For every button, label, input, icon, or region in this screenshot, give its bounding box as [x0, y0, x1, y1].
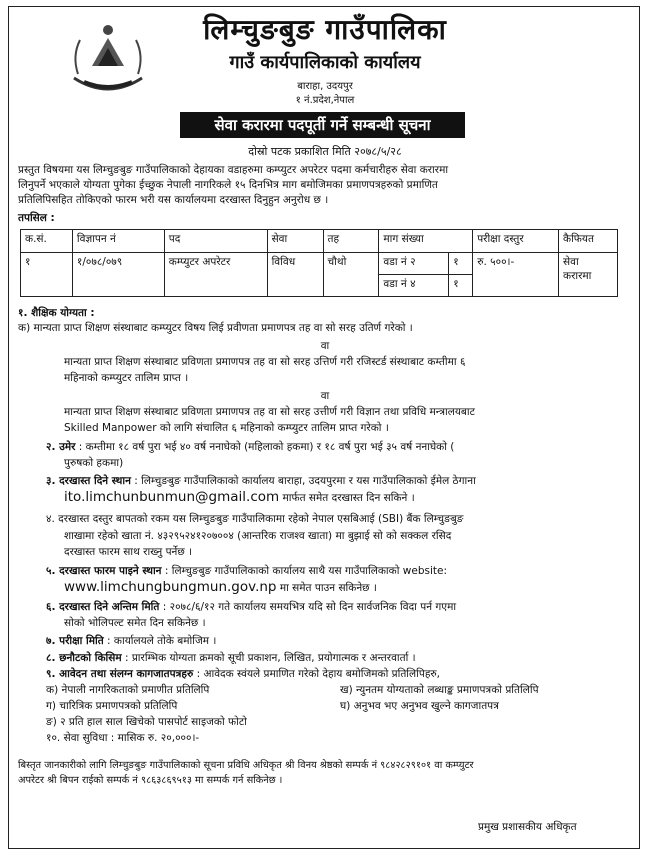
table-header: कैफियत	[559, 230, 618, 253]
cell-level: चौथो	[323, 253, 379, 297]
or-separator: वा	[320, 390, 330, 402]
intro-line-1: प्रस्तुत विषयमा यस लिम्चुङबुङ गाउँपालिकाको देहायका वडाहरुमा कम्प्युटर अपरेटर पदमा कर्मचारीहरु सेवा करारमा	[18, 164, 449, 176]
website-text: मा समेत पाउन सकिनेछ ।	[276, 582, 377, 594]
fee-deposit-line-3: दरखास्त फारम साथ राख्नु पर्नेछ ।	[64, 546, 193, 558]
deadline-text: : २०७८/६/१२ गते कार्यालय समयभित्र यदि सो दिन सार्वजनिक विदा पर्न गएमा	[159, 601, 457, 613]
details-label: तपसिल :	[18, 212, 55, 224]
apply-email-text: मार्फत समेत दरखास्त दिन सकिने ।	[279, 492, 415, 504]
table-header: क.सं.	[21, 230, 73, 253]
remarks-line: सेवा	[563, 256, 579, 268]
qualification-c-line-2: Skilled Manpower को लागि संचालित ६ महिनाको कम्प्युटर तालिम प्राप्त गरेको ।	[64, 422, 389, 434]
publish-date: दोस्रो पटक प्रकाशित मिति २०७८/५/२८	[248, 145, 402, 158]
qualification-c-line-1: मान्यता प्राप्त शिक्षण संस्थाबाट प्रविणता प्रमाणपत्र तह वा सो सरह उत्तीर्ण गरी विज्ञान तथा प्रविधि मन्त्रालयबाट	[64, 406, 475, 418]
table-header: तह	[323, 230, 379, 253]
cell-remarks	[559, 253, 618, 297]
or-separator: वा	[320, 340, 330, 352]
cell-ad-no: १/०७८/०७९	[72, 253, 164, 297]
selection-method	[46, 651, 416, 666]
deadline	[46, 600, 456, 615]
qualification-a: क) मान्यता प्राप्त शिक्षण संस्थाबाट कम्प्युटर विषय लिई प्रवीणता प्रमाणपत्र तह वा सो सरह उतिर्ण गरेको ।	[18, 322, 413, 334]
fee-deposit-line-1: ४. दरखास्त दस्तुर बापतको रकम यस लिम्चुङबुङ गाउँपालिकामा रहेको नेपाल एसबिआई (SBI) बैंक लिम्चुङबुङ	[46, 513, 464, 525]
table-header: पद	[164, 230, 267, 253]
selection-text: : प्रारम्भिक योग्यता क्रमको सूची प्रकाशन, लिखित, प्रयोगात्मक र अन्तरवार्ता ।	[121, 652, 416, 664]
document-item-e: ङ) २ प्रति हाल साल खिचेको पासपोर्ट साइजको फोटो	[46, 716, 247, 728]
contact-line-1: बिस्तृत जानकारीको लागि लिम्चुङबुङ गाउँपालिकाको सूचना प्रविधि अधिकृत श्री विनय श्रेष्ठको सम्पर्क नं ९८४२८२९१०१ वा कम्प्युटर	[18, 760, 474, 771]
table-header: माग संख्या	[379, 230, 473, 253]
qualification-b-line-1: मान्यता प्राप्त शिक्षण संस्थाबाट प्रविणता प्रमाणपत्र तह वा सो सरह उत्तिर्ण गरी रजिस्टर्ड संस्थाबाट कम्तीमा ६	[64, 356, 466, 368]
office-name: गाउँ कार्यपालिकाको कार्यालय	[229, 52, 421, 73]
document-item-c: ग) चारित्रिक प्रमाणपत्रको प्रतिलिपि	[46, 700, 178, 712]
age-text: : कम्तीमा १८ वर्ष पुरा भई ४० वर्ष ननाघेको (महिलाको हकमा) र १८ वर्ष पुरा भई ३५ वर्ष ननाघेको (	[75, 441, 455, 453]
exam-date	[46, 634, 216, 649]
cell-service: विविध	[267, 253, 323, 297]
age-label: २. उमेर	[46, 441, 76, 453]
document-item-a: क) नेपाली नागरिकताको प्रमाणीत प्रतिलिपि	[46, 684, 210, 696]
documents-label: ९. आवेदन तथा संलग्न कागजातपत्रहरु	[46, 668, 194, 680]
signature: प्रमुख प्रशासकीय अधिकृत	[478, 821, 577, 833]
apply-place-text: : लिम्चुङबुङ गाउँपालिकाको कार्यालय बाराहा, उदयपुरमा र यस गाउँपालिकाको ईमेल ठेगाना	[130, 475, 476, 487]
document-item-b: ख) न्युनतम योग्यताको लब्धाङ्क प्रमाणपत्रको प्रतिलिपि	[340, 684, 539, 696]
vacancy-table	[20, 229, 618, 297]
apply-email-line	[64, 490, 415, 506]
form-place	[46, 564, 447, 579]
apply-place	[46, 474, 476, 489]
cell-fee: रु. ५००।-	[473, 253, 559, 297]
province: १ नं.प्रदेश,नेपाल	[295, 95, 355, 106]
table-header: सेवा	[267, 230, 323, 253]
contact-line-2: अपरेटर श्री बिपन राईको सम्पर्क नं ९८६३८६९५१३ मा सम्पर्क गर्न सकिनेछ ।	[18, 775, 283, 786]
qualification-b-line-2: महिनाको कम्प्युटर तालिम प्राप्त ।	[64, 372, 189, 384]
website-line	[64, 580, 377, 596]
org-name: लिम्चुङबुङ गाउँपालिका	[203, 13, 447, 46]
exam-date-label: ७. परीक्षा मिति	[46, 635, 104, 647]
cell-count: १	[449, 275, 473, 297]
cell-ward: वडा नं २	[379, 253, 449, 275]
form-place-label: ५. दरखास्त फारम पाइने स्थान	[46, 565, 162, 577]
service-facility: १०. सेवा सुविधा : मासिक रु. २०,०००।-	[46, 732, 200, 744]
documents	[46, 667, 440, 682]
table-header: विज्ञापन नं	[72, 230, 164, 253]
notice-title: सेवा करारमा पदपूर्ती गर्ने सम्बन्धी सूचना	[180, 112, 465, 138]
cell-post: कम्प्युटर अपरेटर	[164, 253, 267, 297]
age-requirement	[46, 440, 454, 455]
table-header-row	[21, 230, 618, 253]
deadline-text-line-2: सोको भोलिपल्ट समेत दिन सकिनेछ ।	[64, 617, 206, 629]
intro-line-3: प्रतिलिपिसहित तोकिएको फारम भरी यस कार्यालयमा दरखास्त दिनुहुन अनुरोध छ ।	[18, 194, 329, 206]
apply-place-label: ३. दरखास्त दिने स्थान	[46, 475, 131, 487]
documents-text: : आवेदक स्वंयले प्रमाणित गरेको देहाय बमोजिमको प्रतिलिपिहरु,	[193, 668, 441, 680]
website-link[interactable]: www.limchungbungmun.gov.np	[64, 579, 277, 595]
address: बाराहा, उदयपुर	[297, 81, 353, 92]
fee-deposit-line-2: शाखामा रहेको खाता नं. ४३२९५२४१२०७००४ (आन्तरिक राजश्व खाता) मा बुझाई सो को सक्कल रसिद	[64, 530, 452, 542]
table-row	[21, 253, 618, 275]
intro-line-2: लिनुपर्ने भएकाले योग्यता पुगेका ईच्छुक नेपाली नागरिकले १५ दिनभित्र माग बमोजिमका प्रमाणपत्रहरुको प्रमाणित	[18, 179, 438, 191]
form-place-text: : लिम्चुङबुङ गाउँपालिकाको कार्यालय साथै यस गाउँपालिकाको website:	[161, 565, 447, 577]
cell-ward: वडा नं ४	[379, 275, 449, 297]
qualification-heading: १. शैक्षिक योग्यता :	[18, 307, 95, 319]
selection-label: ८. छनौटको किसिम	[46, 652, 122, 664]
cell-count: १	[449, 253, 473, 275]
deadline-label: ६. दरखास्त दिने अन्तिम मिति	[46, 601, 160, 613]
remarks-line: करारमा	[563, 270, 592, 282]
table-header: परीक्षा दस्तुर	[473, 230, 559, 253]
email-link[interactable]: ito.limchunbunmun@gmail.com	[64, 489, 280, 505]
cell-sn: १	[21, 253, 73, 297]
exam-date-text: : कार्यालयले तोके बमोजिम ।	[103, 635, 217, 647]
age-text-line-2: पुरुषको हकमा)	[64, 457, 124, 469]
document-item-d: घ) अनुभव भए अनुभव खुल्ने कागजातपत्र	[340, 700, 499, 712]
